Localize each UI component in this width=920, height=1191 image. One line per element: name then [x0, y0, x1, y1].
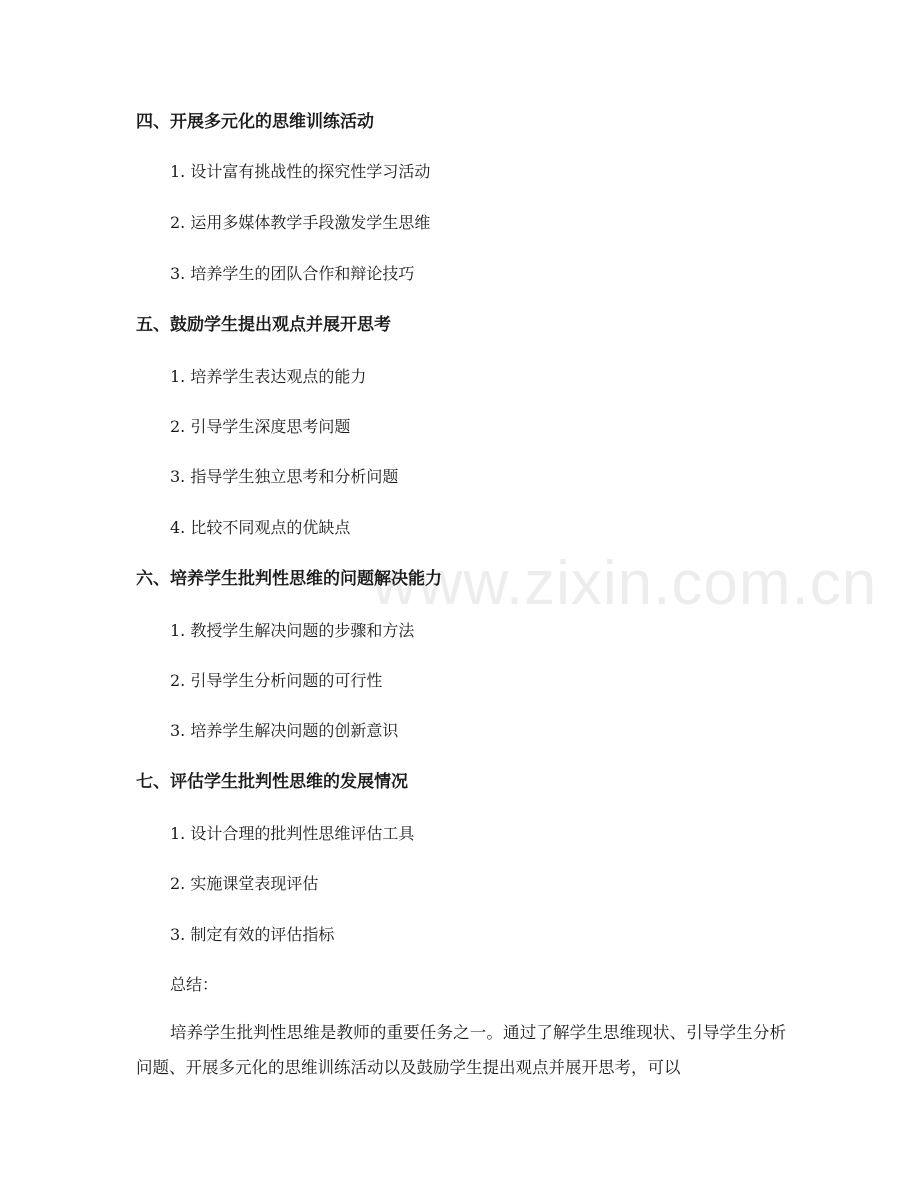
section-heading-4: 四、开展多元化的思维训练活动 — [136, 112, 374, 132]
list-item: 3. 指导学生独立思考和分析问题 — [170, 467, 399, 486]
list-item: 3. 培养学生的团队合作和辩论技巧 — [170, 264, 415, 283]
section-heading-6: 六、培养学生批判性思维的问题解决能力 — [136, 569, 442, 589]
list-item: 2. 引导学生深度思考问题 — [170, 417, 351, 436]
watermark: www.zixin.com.cn — [372, 549, 878, 618]
list-item: 4. 比较不同观点的优缺点 — [170, 518, 351, 537]
list-item: 3. 培养学生解决问题的创新意识 — [170, 721, 399, 740]
section-heading-7: 七、评估学生批判性思维的发展情况 — [136, 772, 408, 792]
list-item: 2. 引导学生分析问题的可行性 — [170, 671, 383, 690]
list-item: 2. 实施课堂表现评估 — [170, 874, 319, 893]
list-item: 1. 教授学生解决问题的步骤和方法 — [170, 621, 415, 640]
summary-paragraph: 培养学生批判性思维是教师的重要任务之一。通过了解学生思维现状、引导学生分析问题、开展多元化的思维训练活动以及鼓励学生提出观点并展开思考，可以 — [136, 1023, 786, 1077]
list-item: 3. 制定有效的评估指标 — [170, 925, 335, 944]
summary-label: 总结： — [170, 975, 219, 994]
list-item: 1. 设计合理的批判性思维评估工具 — [170, 824, 415, 843]
list-item: 2. 运用多媒体教学手段激发学生思维 — [170, 213, 431, 232]
list-item: 1. 培养学生表达观点的能力 — [170, 367, 367, 386]
list-item: 1. 设计富有挑战性的探究性学习活动 — [170, 162, 431, 181]
section-heading-5: 五、鼓励学生提出观点并展开思考 — [136, 315, 391, 335]
